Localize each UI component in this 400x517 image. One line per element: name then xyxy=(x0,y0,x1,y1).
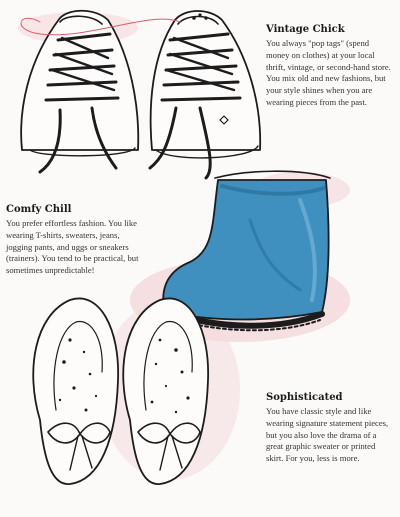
style-description: You have classic style and like wearing signature statement pieces, but you also love the drama of a great graphic sweater or printed skirt. For you, less is more. xyxy=(266,406,389,464)
style-title: Comfy Chill xyxy=(6,204,72,215)
style-entry-comfy-chill xyxy=(6,204,142,277)
style-title: Sophisticated xyxy=(266,392,343,403)
style-entry-sophisticated xyxy=(266,392,392,465)
style-description: You always "pop tags" (spend money on clothes) at your local thrift, vintage, or second-hand store. You mix old and new fashions, but your style shines when you are wearing pieces from the past. xyxy=(266,38,391,107)
style-entry-vintage-chick xyxy=(266,24,394,109)
style-title: Vintage Chick xyxy=(266,24,345,35)
sneakers-icon xyxy=(21,11,260,178)
style-description: You prefer effortless fashion. You like wearing T-shirts, sweaters, jeans, jogging pants, and uggs or sneakers (trainers). You tend to be practical, but sometimes unpredictable! xyxy=(6,218,139,276)
